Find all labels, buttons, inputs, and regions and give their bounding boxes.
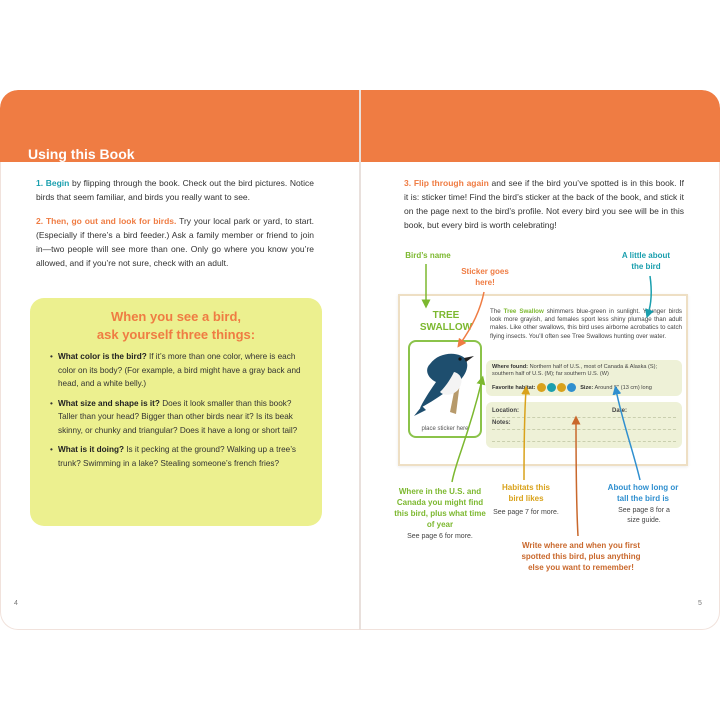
question-size: What size and shape is it? xyxy=(58,398,160,408)
answer-size: Does it look smaller than this book? Taller than your head? Bigger than other birds near it? Is its beak skinny, or chunky and triangular? Does it have a long or short tail? xyxy=(58,398,298,435)
habitat-icon xyxy=(537,383,546,392)
right-header-band xyxy=(360,90,720,162)
label-where-in-us: Where in the U.S. and Canada you might find this bird, plus what time of year xyxy=(394,487,486,529)
callout-list xyxy=(50,350,308,476)
bird-profile-card xyxy=(398,294,688,466)
step-3-paragraph xyxy=(404,176,684,232)
label-little-about: A little about the bird xyxy=(621,251,671,271)
right-page xyxy=(360,90,720,630)
notes-box xyxy=(486,402,682,448)
answer-doing: Is it pecking at the ground? Walking up a tree’s trunk? Swimming in a lake? Stealing someone’s french fries? xyxy=(58,445,296,468)
callout-title-line-2: ask yourself three things: xyxy=(96,327,256,342)
question-doing: What is it doing? xyxy=(58,445,124,454)
list-item: • What color is the bird? If it’s more than one color, where is each color on its body? (For example, a bird might have a gray back and head, and a white belly.) xyxy=(50,352,301,388)
question-color: What color is the bird? xyxy=(58,352,147,361)
step-1-lead: 1. Begin xyxy=(36,178,70,188)
notes-line: Notes: xyxy=(492,420,676,430)
label-size: About how long or tall the bird is xyxy=(607,483,679,503)
where-found-line: Where found: Northern half of U.S., most of Canada & Alaska (S); southern half of U.S. (M); far southern U.S. (W) xyxy=(492,364,658,377)
label-habitats: Habitats this bird likes xyxy=(501,483,550,503)
blank-line xyxy=(492,432,676,442)
tree-swallow-illustration xyxy=(410,342,480,420)
callout-title-line-1: When you see a bird, xyxy=(110,309,242,324)
card-description: The Tree Swallow shimmers blue-green in sunlight. Younger birds look more grayish, and females sport less shiny plumage than adult males. Like other swallows, this bird uses airborne acrobatics to catch flying insects. You’ll often see Tree Swallows hunting over water. xyxy=(490,308,682,340)
label-habitats-see: See page 7 for more. xyxy=(493,509,559,516)
step-3-lead: 3. Flip through again xyxy=(404,178,489,188)
location-date-line: Location: Date: xyxy=(492,408,676,418)
list-item: • What size and shape is it? Does it look smaller than this book? Taller than your head? Bigger than other birds near it? Is its beak skinny, or chunky and triangular? Does it have a long or short tail? xyxy=(50,398,298,435)
habitat-icon xyxy=(547,383,556,392)
card-bird-name: TREE SWALLOW xyxy=(419,310,473,333)
habitat-icon xyxy=(567,383,576,392)
sticker-placeholder xyxy=(408,340,482,438)
sticker-caption: place sticker here xyxy=(421,426,469,432)
habitat-size-line: Favorite habitat: Size: Around 5" (13 cm) long xyxy=(492,384,652,391)
label-sticker-goes: Sticker goes here! xyxy=(461,267,509,287)
step-2-paragraph xyxy=(36,214,314,270)
list-item: • What is it doing? Is it pecking at the ground? Walking up a tree’s trunk? Swimming in a lake? Stealing someone’s french fries? xyxy=(50,445,296,468)
step-1-paragraph xyxy=(36,176,314,204)
step-3-text: and see if the bird you’ve spotted is in this book. If it is: sticker time! Find the bird’s sticker at the back of the book, and stick it on the page next to the bird’s profile. Not every bird you see will be in this book, but every bird is worth celebrating! xyxy=(404,178,684,230)
label-size-see: See page 8 for a size guide. xyxy=(618,507,670,524)
step-2-text: Try your local park or yard, to start. (Especially if there’s a bird feeder.) Ask a family member or friend to join in—two people will see more than one. Only go where you know you’re allowed, and if you’re not sure, check with an adult. xyxy=(36,216,314,268)
label-where-see: See page 6 for more. xyxy=(407,533,473,540)
step-2-lead: 2. Then, go out and look for birds. xyxy=(36,216,177,226)
page-number-left: 4 xyxy=(14,600,18,607)
left-page xyxy=(0,90,360,630)
three-things-callout xyxy=(30,298,322,526)
step-1-text: by flipping through the book. Check out the bird pictures. Notice birds that seem familiar, and birds you really want to see. xyxy=(36,178,314,202)
habitat-icon xyxy=(557,383,566,392)
label-write: Write where and when you first spotted this bird, plus anything else you want to remember! xyxy=(521,541,641,572)
book-gutter xyxy=(359,90,361,630)
callout-title xyxy=(30,308,322,344)
label-birds-name: Bird’s name xyxy=(405,251,451,260)
page-number-right: 5 xyxy=(698,600,702,607)
answer-color: If it’s more than one color, where is each color on its body? (For example, a bird might have a gray back and head, and a white belly.) xyxy=(58,352,301,388)
page-heading: Using this Book xyxy=(28,146,135,162)
range-info-box xyxy=(486,360,682,396)
